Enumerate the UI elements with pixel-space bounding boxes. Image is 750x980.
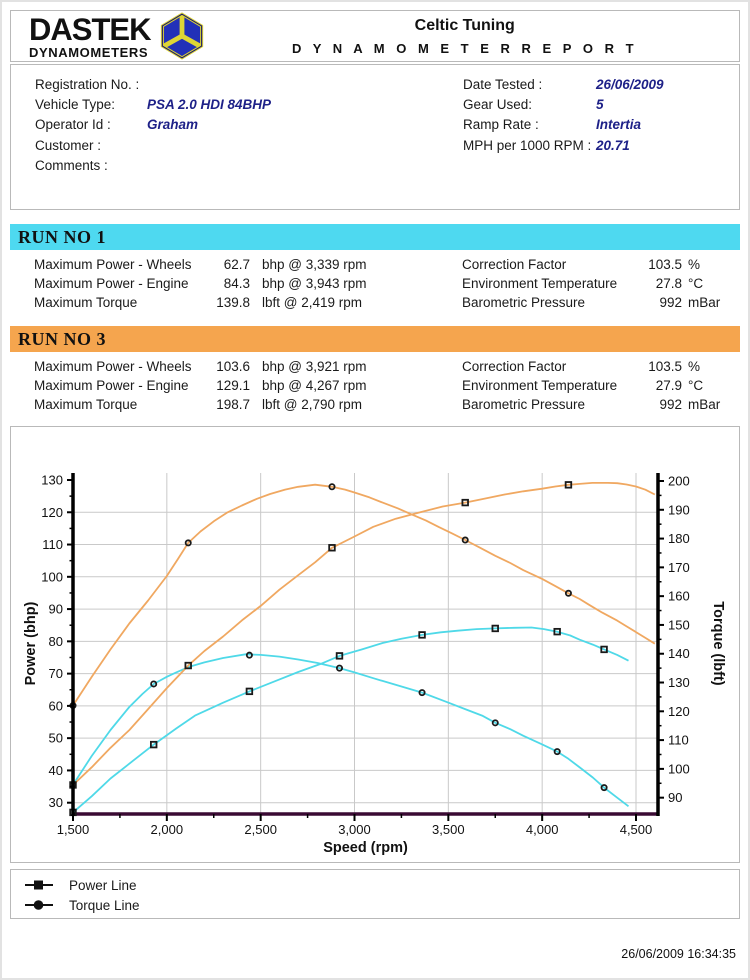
env-label: Correction Factor bbox=[462, 359, 567, 374]
report-header bbox=[10, 10, 740, 62]
info-label: Ramp Rate : bbox=[463, 117, 539, 132]
svg-text:3,500: 3,500 bbox=[432, 822, 465, 837]
env-unit: °C bbox=[688, 378, 704, 393]
run3-header-bar: RUN NO 3 bbox=[10, 326, 740, 352]
stat-value: 129.1 bbox=[216, 378, 250, 393]
stat-unit: bhp @ 3,339 rpm bbox=[262, 257, 367, 272]
dastek-cube-icon bbox=[160, 12, 204, 60]
info-label: Comments : bbox=[35, 158, 108, 173]
env-label: Environment Temperature bbox=[462, 276, 618, 291]
stat-value: 198.7 bbox=[216, 397, 250, 412]
svg-text:130: 130 bbox=[41, 472, 63, 488]
run3-stats bbox=[10, 357, 740, 414]
env-unit: °C bbox=[688, 276, 704, 291]
svg-text:30: 30 bbox=[48, 795, 63, 811]
svg-text:150: 150 bbox=[668, 617, 690, 633]
svg-text:50: 50 bbox=[48, 730, 63, 746]
svg-text:Power (bhp): Power (bhp) bbox=[23, 601, 39, 686]
svg-text:4,000: 4,000 bbox=[525, 822, 559, 837]
svg-text:1,500: 1,500 bbox=[56, 822, 90, 837]
env-unit: % bbox=[688, 359, 701, 374]
brand-name: DASTEK bbox=[29, 11, 151, 47]
env-unit: % bbox=[688, 257, 701, 272]
svg-text:140: 140 bbox=[668, 646, 690, 662]
stat-value: 62.7 bbox=[223, 257, 250, 272]
env-label: Environment Temperature bbox=[462, 378, 618, 393]
svg-text:160: 160 bbox=[668, 588, 690, 604]
env-value: 103.5 bbox=[648, 257, 682, 272]
legend-item-torque bbox=[23, 895, 739, 915]
svg-text:60: 60 bbox=[48, 698, 63, 714]
info-label: Customer : bbox=[35, 138, 102, 153]
stat-label: Maximum Power - Wheels bbox=[34, 359, 192, 374]
svg-text:120: 120 bbox=[41, 504, 63, 520]
ramp-rate-value: Intertia bbox=[596, 117, 642, 132]
stat-unit: lbft @ 2,419 rpm bbox=[262, 295, 362, 310]
info-label: Gear Used: bbox=[463, 97, 533, 112]
env-value: 992 bbox=[659, 397, 682, 412]
stat-unit: bhp @ 4,267 rpm bbox=[262, 378, 367, 393]
env-value: 992 bbox=[659, 295, 682, 310]
dastek-logo bbox=[15, 12, 204, 60]
mph-per-1000rpm-value: 20.71 bbox=[596, 138, 630, 153]
stat-label: Maximum Power - Wheels bbox=[34, 257, 192, 272]
legend-label: Power Line bbox=[69, 877, 137, 893]
env-label: Correction Factor bbox=[462, 257, 567, 272]
dyno-chart-panel bbox=[10, 426, 740, 863]
svg-text:Speed (rpm): Speed (rpm) bbox=[323, 840, 408, 856]
stat-label: Maximum Torque bbox=[34, 295, 138, 310]
print-timestamp: 26/06/2009 16:34:35 bbox=[621, 947, 736, 961]
stat-unit: bhp @ 3,943 rpm bbox=[262, 276, 367, 291]
svg-text:70: 70 bbox=[48, 666, 63, 682]
env-label: Barometric Pressure bbox=[462, 397, 586, 412]
svg-text:80: 80 bbox=[48, 633, 63, 649]
svg-text:130: 130 bbox=[668, 675, 690, 691]
run1-stats bbox=[10, 255, 740, 312]
vehicle-type-value: PSA 2.0 HDI 84BHP bbox=[147, 97, 272, 112]
operator-id-value: Graham bbox=[147, 117, 199, 132]
svg-text:90: 90 bbox=[668, 790, 683, 806]
stat-value: 84.3 bbox=[223, 276, 250, 291]
svg-text:2,500: 2,500 bbox=[244, 822, 277, 837]
info-label: Vehicle Type: bbox=[35, 97, 116, 112]
svg-text:170: 170 bbox=[668, 559, 690, 575]
power-line-marker-icon bbox=[23, 878, 61, 892]
stat-label: Maximum Torque bbox=[34, 397, 138, 412]
legend-item-power bbox=[23, 875, 739, 895]
svg-text:110: 110 bbox=[668, 732, 689, 748]
chart-legend bbox=[10, 869, 740, 919]
dyno-chart-svg bbox=[11, 427, 741, 862]
env-value: 103.5 bbox=[648, 359, 682, 374]
env-value: 27.9 bbox=[655, 378, 682, 393]
stat-value: 139.8 bbox=[216, 295, 250, 310]
report-subtitle: D Y N A M O M E T E R R E P O R T bbox=[291, 40, 638, 56]
svg-text:4,500: 4,500 bbox=[619, 822, 653, 837]
svg-text:40: 40 bbox=[48, 762, 63, 778]
svg-text:180: 180 bbox=[668, 531, 690, 547]
stat-value: 103.6 bbox=[216, 359, 250, 374]
svg-text:120: 120 bbox=[668, 703, 690, 719]
info-label: Registration No. : bbox=[35, 77, 140, 92]
env-label: Barometric Pressure bbox=[462, 295, 586, 310]
svg-text:90: 90 bbox=[48, 601, 63, 617]
stat-label: Maximum Power - Engine bbox=[34, 276, 189, 291]
svg-text:110: 110 bbox=[42, 537, 63, 553]
torque-line-marker-icon bbox=[23, 898, 61, 912]
stat-label: Maximum Power - Engine bbox=[34, 378, 189, 393]
svg-text:200: 200 bbox=[668, 473, 690, 489]
legend-label: Torque Line bbox=[69, 897, 140, 913]
run1-header-bar: RUN NO 1 bbox=[10, 224, 740, 250]
stat-unit: lbft @ 2,790 rpm bbox=[262, 397, 362, 412]
brand-tagline: DYNAMOMETERS bbox=[29, 44, 149, 60]
date-tested-value: 26/06/2009 bbox=[596, 77, 664, 92]
info-label: Operator Id : bbox=[35, 117, 111, 132]
svg-text:190: 190 bbox=[668, 502, 690, 518]
env-unit: mBar bbox=[688, 295, 721, 310]
stat-unit: bhp @ 3,921 rpm bbox=[262, 359, 367, 374]
report-title: Celtic Tuning bbox=[414, 16, 515, 34]
gear-used-value: 5 bbox=[596, 97, 604, 112]
svg-text:100: 100 bbox=[668, 761, 690, 777]
svg-text:3,000: 3,000 bbox=[338, 822, 371, 837]
svg-text:2,000: 2,000 bbox=[150, 822, 184, 837]
env-value: 27.8 bbox=[655, 276, 682, 291]
info-label: MPH per 1000 RPM : bbox=[463, 138, 592, 153]
test-info-panel bbox=[10, 64, 740, 210]
info-label: Date Tested : bbox=[463, 77, 543, 92]
env-unit: mBar bbox=[688, 397, 721, 412]
svg-text:100: 100 bbox=[41, 569, 63, 585]
svg-text:Torque (lbft): Torque (lbft) bbox=[710, 601, 726, 686]
